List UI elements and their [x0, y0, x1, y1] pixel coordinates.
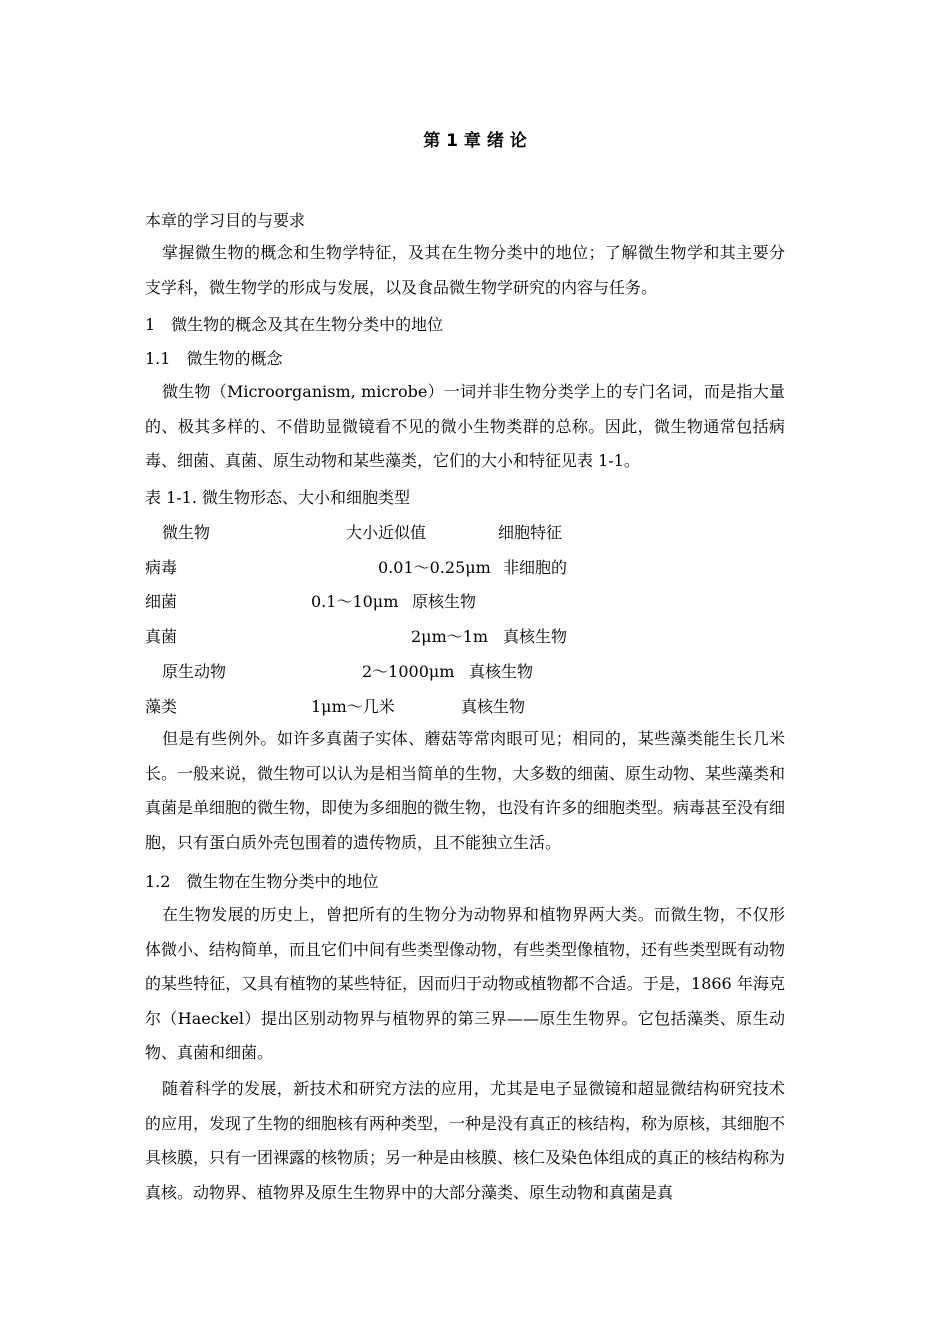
table-cell: 真核生物 [461, 697, 526, 716]
section-1-heading: 1 微生物的概念及其在生物分类中的地位 [145, 315, 444, 334]
table-cell: 0.01～0.25μm [378, 558, 491, 577]
table-cell: 原核生物 [412, 592, 477, 611]
table-cell: 真核生物 [469, 662, 534, 681]
haeckel-paragraph: 在生物发展的历史上，曾把所有的生物分为动物界和植物界两大类。而微生物，不仅形体微小、结构简单，而且它们中间有些类型像动物，有些类型像植物，还有些类型既有动物的某些特征，又具有植物的某些特征，因而归于动物或植物都不合适。于是，1866 年海克尔（Haeckel）提出区别动物界与植物界的第三界——原生生物界。它包括藻类、原生动物、真菌和细菌。 [145, 905, 786, 1063]
microbe-definition-paragraph: 微生物（Microorganism, microbe）一词并非生物分类学上的专门名词，而是指大量的、极其多样的、不借助显微镜看不见的微小生物类群的总称。因此，微生物通常包括病毒、细菌、真菌、原生动物和某些藻类，它们的大小和特征见表 1-1。 [145, 382, 785, 471]
nucleus-paragraph: 随着科学的发展，新技术和研究方法的应用，尤其是电子显微镜和超显微结构研究技术的应用，发现了生物的细胞核有两种类型，一种是没有真正的核结构，称为原核，其细胞不具核膜，只有一团裸露的核物质；另一种是由核膜、核仁及染色体组成的真正的核结构称为真核。动物界、植物界及原生生物界中的大部分藻类、原生动物和真菌是真 [145, 1079, 786, 1202]
table-cell: 2μm～1m [411, 627, 489, 646]
chapter-title: 第 1 章 绪 论 [423, 131, 527, 151]
table-cell: 藻类 [145, 697, 178, 716]
table-cell: 0.1～10μm [311, 592, 399, 611]
table-cell: 真菌 [145, 627, 178, 646]
table-cell: 2～1000μm [362, 662, 455, 681]
table-cell: 原生动物 [162, 662, 227, 681]
table-cell: 非细胞的 [503, 558, 568, 577]
table-cell: 细菌 [145, 592, 178, 611]
table-header-cell: 微生物 [162, 523, 211, 542]
table-cell: 真核生物 [503, 627, 568, 646]
table-cell: 病毒 [145, 558, 178, 577]
exceptions-paragraph: 但是有些例外。如许多真菌子实体、蘑菇等常肉眼可见；相同的，某些藻类能生长几米长。一般来说，微生物可以认为是相当简单的生物，大多数的细菌、原生动物、某些藻类和真菌是单细胞的微生物，即使为多细胞的微生物，也没有许多的细胞类型。病毒甚至没有细胞，只有蛋白质外壳包围着的遗传物质，且不能独立生活。 [145, 729, 786, 852]
table-header-cell: 细胞特征 [498, 523, 563, 542]
table-caption: 表 1-1. 微生物形态、大小和细胞类型 [145, 488, 411, 507]
objectives-paragraph: 掌握微生物的概念和生物学特征，及其在生物分类中的地位；了解微生物学和其主要分支学科，微生物学的形成与发展，以及食品微生物学研究的内容与任务。 [145, 243, 785, 297]
table-header-cell: 大小近似值 [346, 523, 427, 542]
section-1-2-heading: 1.2 微生物在生物分类中的地位 [145, 872, 379, 891]
section-1-1-heading: 1.1 微生物的概念 [145, 349, 283, 368]
table-cell: 1μm～几米 [311, 697, 395, 716]
objectives-heading: 本章的学习目的与要求 [145, 211, 306, 230]
